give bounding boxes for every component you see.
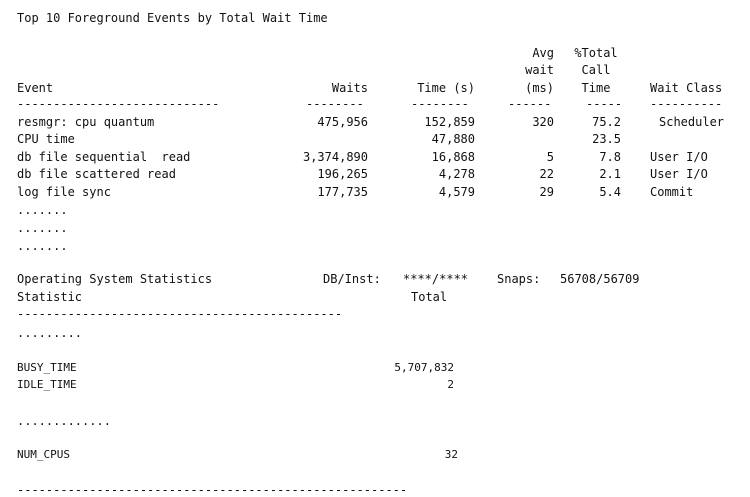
table-row-pct: 75.2 <box>592 115 621 129</box>
ellipsis-row: ............. <box>17 414 111 428</box>
pct-header-line3: Time <box>581 81 611 95</box>
os-stats-title: Operating System Statistics <box>17 272 213 286</box>
table-row-wait-class: Scheduler <box>659 115 725 129</box>
table-row-pct: 2.1 <box>599 167 621 181</box>
db-inst-label: DB/Inst: <box>323 272 381 286</box>
table-row-wait-class: User I/O <box>650 167 708 181</box>
event-dashes: ---------------------------- <box>17 97 220 111</box>
table-row-time: 4,579 <box>438 185 475 199</box>
ellipsis-row: ....... <box>17 221 68 235</box>
footer-separator: ------------------------------------------------------ <box>17 483 408 497</box>
table-row-wait-class: User I/O <box>650 150 708 164</box>
ellipsis-row: ......... <box>17 326 83 340</box>
table-row-avg: 22 <box>539 167 554 181</box>
waits-header: Waits <box>331 81 368 95</box>
ellipsis-row: ....... <box>17 239 68 253</box>
total-header: Total <box>411 290 448 304</box>
busy-time-label: BUSY_TIME <box>17 361 77 374</box>
table-row-pct: 7.8 <box>599 150 621 164</box>
table-row-time: 47,880 <box>431 132 475 146</box>
avg-header-line2: wait <box>525 63 554 77</box>
table-row-event: db file scattered read <box>17 167 176 181</box>
table-row-time: 16,868 <box>431 150 475 164</box>
pct-dashes: ----- <box>586 97 623 111</box>
pct-header-line2: Call <box>581 63 611 77</box>
table-row-pct: 5.4 <box>599 185 621 199</box>
num-cpus-label: NUM_CPUS <box>17 448 70 461</box>
pct-header-line1: %Total <box>574 46 618 60</box>
num-cpus-value: 32 <box>444 448 458 461</box>
db-inst-value: ****/**** <box>403 272 469 286</box>
waits-dashes: -------- <box>306 97 364 111</box>
table-row-time: 152,859 <box>424 115 475 129</box>
event-header: Event <box>17 81 54 95</box>
table-row-event: resmgr: cpu quantum <box>17 115 155 129</box>
table-row-waits: 196,265 <box>317 167 368 181</box>
table-row-waits: 177,735 <box>317 185 368 199</box>
wait-class-header: Wait Class <box>650 81 723 95</box>
snaps-label: Snaps: <box>497 272 541 286</box>
table-row-wait-class: Commit <box>650 185 694 199</box>
idle-time-label: IDLE_TIME <box>17 378 77 391</box>
table-row-event: log file sync <box>17 185 111 199</box>
avg-header-line1: Avg <box>532 46 554 60</box>
avg-header-line3: (ms) <box>525 81 554 95</box>
table-row-waits: 3,374,890 <box>302 150 368 164</box>
wait-class-dashes: ---------- <box>650 97 723 111</box>
table-row-time: 4,278 <box>438 167 475 181</box>
table-row-avg: 5 <box>546 150 554 164</box>
time-dashes: -------- <box>411 97 469 111</box>
table-row-event: CPU time <box>17 132 75 146</box>
table-row-avg: 320 <box>532 115 554 129</box>
ellipsis-row: ....... <box>17 203 68 217</box>
table-row-event: db file sequential read <box>17 150 191 164</box>
os-stats-separator: --------------------------------------------- <box>17 307 343 321</box>
table-row-waits: 475,956 <box>317 115 368 129</box>
table-row-pct: 23.5 <box>592 132 621 146</box>
time-header: Time (s) <box>417 81 475 95</box>
table-row-avg: 29 <box>539 185 554 199</box>
snaps-value: 56708/56709 <box>560 272 640 286</box>
statistic-header: Statistic <box>17 290 83 304</box>
report-title: Top 10 Foreground Events by Total Wait Time <box>17 11 328 25</box>
idle-time-value: 2 <box>447 378 454 391</box>
busy-time-value: 5,707,832 <box>394 361 454 374</box>
avg-dashes: ------ <box>508 97 552 111</box>
